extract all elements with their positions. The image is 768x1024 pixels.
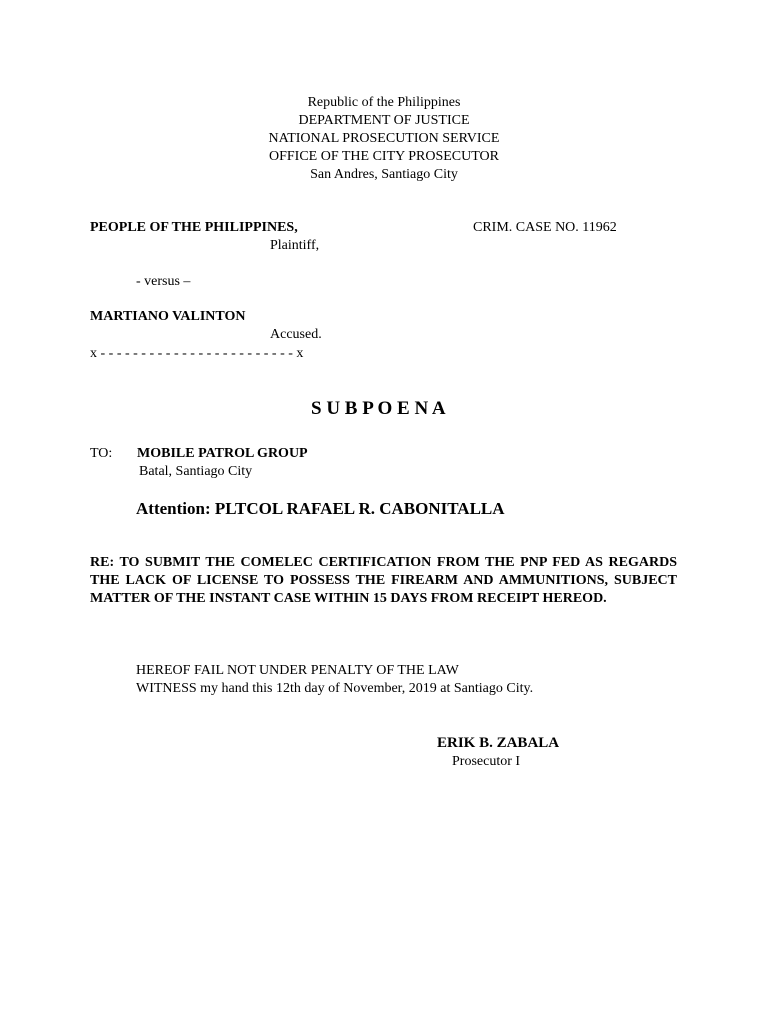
addressee-address: Batal, Santiago City bbox=[139, 464, 253, 479]
header-department: DEPARTMENT OF JUSTICE bbox=[298, 113, 470, 128]
header-address: San Andres, Santiago City bbox=[310, 167, 458, 182]
header-service: NATIONAL PROSECUTION SERVICE bbox=[268, 131, 500, 146]
attention-line: Attention: PLTCOL RAFAEL R. CABONITALLA bbox=[136, 499, 505, 518]
header-office: OFFICE OF THE CITY PROSECUTOR bbox=[268, 149, 499, 164]
body-line-penalty: HEREOF FAIL NOT UNDER PENALTY OF THE LAW bbox=[136, 663, 459, 678]
signatory-title: Prosecutor I bbox=[452, 754, 521, 769]
re-paragraph: RE: TO SUBMIT THE COMELEC CERTIFICATION FROM THE PNP FED AS REGARDS THE LACK OF LICENSE TO POSSESS THE FIREARM AND AMMUNITIONS, SUBJECT MATTER OF THE INSTANT CASE WITHIN 15 DAYS FROM RECEIPT HEREOD. bbox=[90, 555, 677, 607]
accused-name: MARTIANO VALINTON bbox=[90, 309, 246, 324]
document-title: S U B P O E N A bbox=[311, 398, 446, 419]
plaintiff-label: Plaintiff, bbox=[270, 238, 320, 253]
addressee-name: MOBILE PATROL GROUP bbox=[137, 446, 308, 461]
caption-separator: x - - - - - - - - - - - - - - - - - - - - - - - - x bbox=[90, 346, 304, 361]
plaintiff-name: PEOPLE OF THE PHILIPPINES, bbox=[90, 220, 298, 235]
header-republic: Republic of the Philippines bbox=[307, 95, 461, 110]
signatory-name: ERIK B. ZABALA bbox=[437, 735, 560, 751]
accused-label: Accused. bbox=[270, 327, 322, 342]
versus-text: - versus – bbox=[136, 274, 191, 289]
to-label: TO: bbox=[90, 446, 113, 461]
body-line-witness: WITNESS my hand this 12th day of November, 2019 at Santiago City. bbox=[136, 681, 534, 696]
case-number: CRIM. CASE NO. 11962 bbox=[473, 220, 617, 235]
